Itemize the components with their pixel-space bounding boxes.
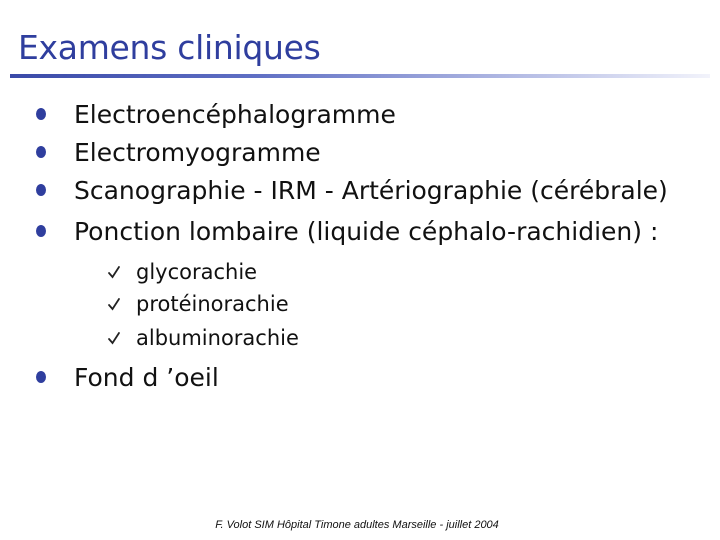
sub-bullet-text: glycorachie [136, 260, 258, 284]
sub-bullet-item [106, 322, 299, 354]
bullet-text: Electromyogramme [74, 137, 321, 167]
bullet-text: Scanographie - IRM - Artériographie (cérébrale) [74, 175, 668, 205]
bullet-text: Electroencéphalogramme [74, 99, 396, 129]
bullet-item [36, 135, 321, 169]
bullet-item [36, 360, 219, 394]
sub-bullet-item [106, 288, 289, 320]
footer-text: F. Volot SIM Hôpital Timone adultes Marseille - juillet 2004 [215, 519, 499, 531]
sub-bullet-item [106, 256, 257, 288]
checkmark-icon [106, 330, 122, 346]
bullet-dot-icon [36, 108, 46, 120]
bullet-dot-icon [36, 225, 46, 237]
bullet-dot-icon [36, 146, 46, 158]
bullet-text: Fond d ’oeil [74, 362, 219, 392]
bullet-dot-icon [36, 184, 46, 196]
bullet-item [36, 97, 396, 131]
sub-bullet-text: protéinorachie [136, 292, 289, 316]
bullet-item [36, 173, 668, 207]
bullet-text: Ponction lombaire (liquide céphalo-rachidien) : [74, 216, 659, 246]
slide-title: Examens cliniques [18, 28, 321, 67]
bullet-item [36, 214, 658, 248]
checkmark-icon [106, 264, 122, 280]
checkmark-icon [106, 296, 122, 312]
sub-bullet-text: albuminorachie [136, 326, 299, 350]
footer-credit [0, 519, 720, 531]
title-underline [10, 74, 710, 78]
bullet-dot-icon [36, 371, 46, 383]
